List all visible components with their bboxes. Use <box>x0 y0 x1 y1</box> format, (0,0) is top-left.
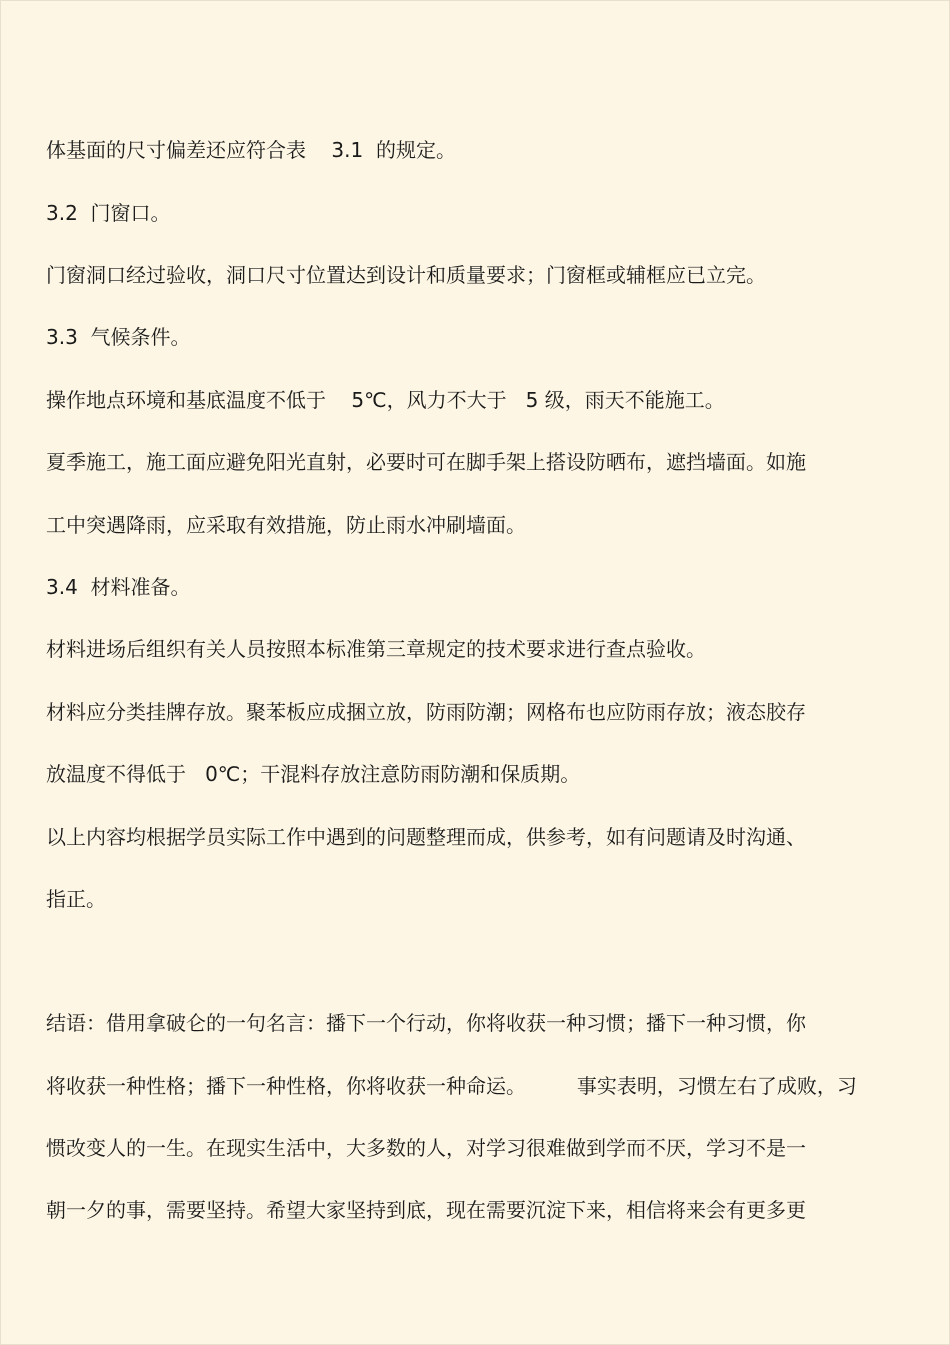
text-line: 夏季施工，施工面应避免阳光直射，必要时可在脚手架上搭设防晒布，遮挡墙面。如施 <box>46 450 806 474</box>
section-heading-3-3: 3.3 气候条件。 <box>46 325 191 349</box>
conclusion-line: 将收获一种性格；播下一种性格，你将收获一种命运。 事实表明，习惯左右了成败，习 <box>46 1074 857 1098</box>
text-line: 体基面的尺寸偏差还应符合表 3.1 的规定。 <box>46 138 456 162</box>
conclusion-line: 惯改变人的一生。在现实生活中，大多数的人，对学习很难做到学而不厌，学习不是一 <box>46 1136 806 1160</box>
text-line: 材料应分类挂牌存放。聚苯板应成捆立放，防雨防潮；网格布也应防雨存放；液态胶存 <box>46 700 806 724</box>
conclusion-line: 朝一夕的事，需要坚持。希望大家坚持到底，现在需要沉淀下来，相信将来会有更多更 <box>46 1198 806 1222</box>
text-line: 以上内容均根据学员实际工作中遇到的问题整理而成，供参考，如有问题请及时沟通、 <box>46 825 806 849</box>
text-line: 放温度不得低于 0℃；干混料存放注意防雨防潮和保质期。 <box>46 762 581 786</box>
text-line: 指正。 <box>46 887 106 911</box>
text-line: 材料进场后组织有关人员按照本标准第三章规定的技术要求进行查点验收。 <box>46 637 706 661</box>
section-heading-3-2: 3.2 门窗口。 <box>46 201 171 225</box>
text-line: 门窗洞口经过验收，洞口尺寸位置达到设计和质量要求；门窗框或辅框应已立完。 <box>46 263 766 287</box>
section-heading-3-4: 3.4 材料准备。 <box>46 575 191 599</box>
text-line: 工中突遇降雨，应采取有效措施，防止雨水冲刷墙面。 <box>46 513 526 537</box>
conclusion-line: 结语：借用拿破仑的一句名言：播下一个行动，你将收获一种习惯；播下一种习惯，你 <box>46 1011 806 1035</box>
text-line: 操作地点环境和基底温度不低于 5℃，风力不大于 5 级，雨天不能施工。 <box>46 388 725 412</box>
